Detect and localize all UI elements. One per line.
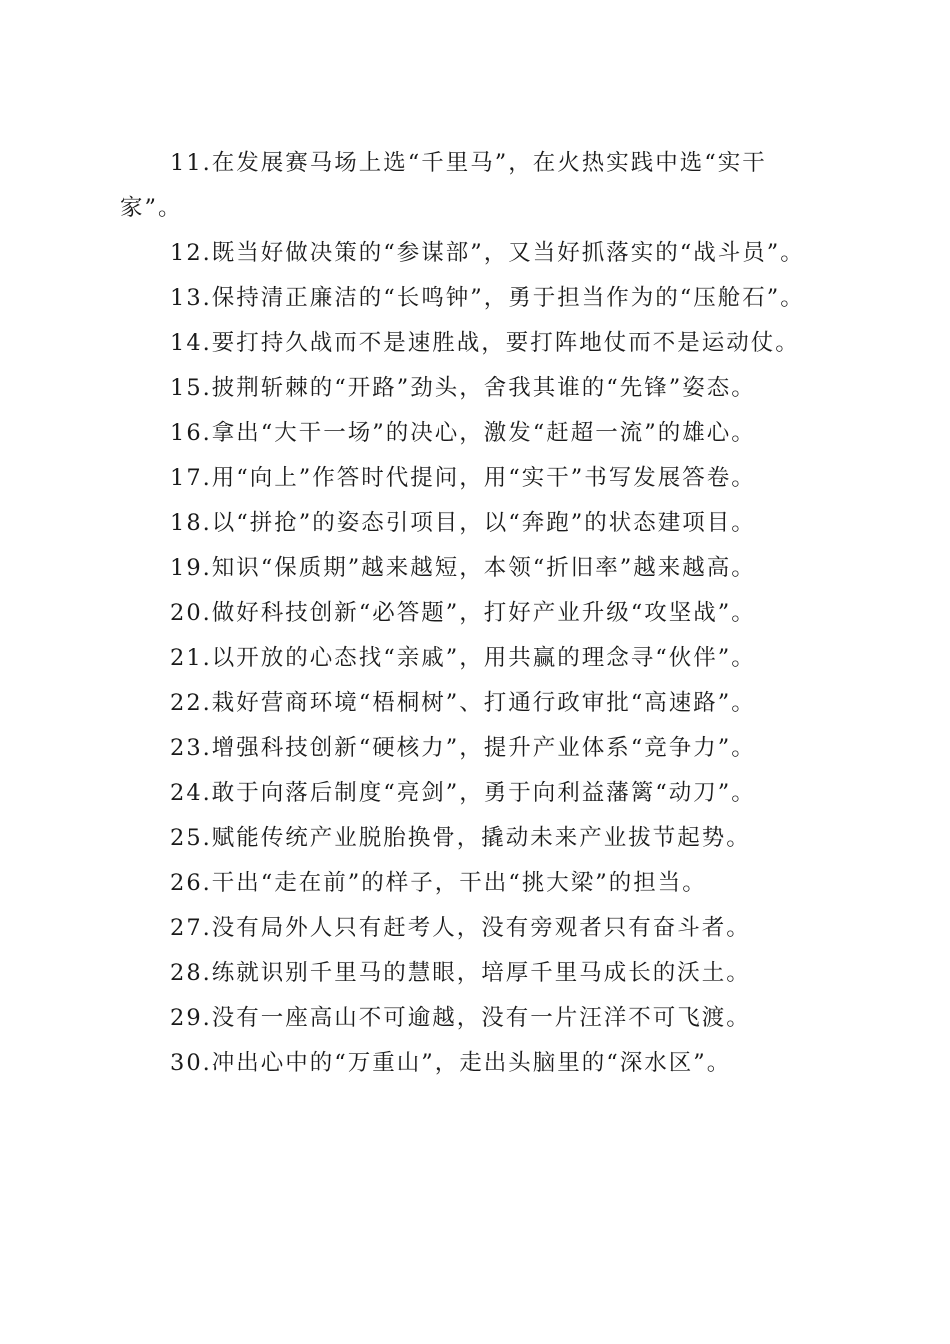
list-item: 22.栽好营商环境“梧桐树”、打通行政审批“高速路”。 [170,690,756,716]
list-item: 21.以开放的心态找“亲戚”，用共赢的理念寻“伙伴”。 [170,645,756,671]
list-item: 29.没有一座高山不可逾越，没有一片汪洋不可飞渡。 [170,1005,751,1031]
list-item: 30.冲出心中的“万重山”，走出头脑里的“深水区”。 [170,1050,732,1076]
list-item: 14.要打持久战而不是速胜战，要打阵地仗而不是运动仗。 [170,330,800,356]
list-item: 18.以“拼抢”的姿态引项目，以“奔跑”的状态建项目。 [170,510,756,536]
list-item: 25.赋能传统产业脱胎换骨，撬动未来产业拔节起势。 [170,825,751,851]
list-item: 27.没有局外人只有赶考人，没有旁观者只有奋斗者。 [170,915,751,941]
list-item: 12.既当好做决策的“参谋部”，又当好抓落实的“战斗员”。 [170,240,805,266]
list-item: 11.在发展赛马场上选“千里马”，在火热实践中选“实干家”。 [120,150,767,221]
list-item: 13.保持清正廉洁的“长鸣钟”，勇于担当作为的“压舱石”。 [170,285,805,311]
list-item: 20.做好科技创新“必答题”，打好产业升级“攻坚战”。 [170,600,756,626]
list-item: 17.用“向上”作答时代提问，用“实干”书写发展答卷。 [170,465,756,491]
list-item: 28.练就识别千里马的慧眼，培厚千里马成长的沃土。 [170,960,751,986]
document-body [120,141,824,1086]
list-item: 15.披荆斩棘的“开路”劲头，舍我其谁的“先锋”姿态。 [170,375,756,401]
list-item: 26.干出“走在前”的样子，干出“挑大梁”的担当。 [170,870,707,896]
list-item: 16.拿出“大干一场”的决心，激发“赶超一流”的雄心。 [170,420,756,446]
list-item: 19.知识“保质期”越来越短，本领“折旧率”越来越高。 [170,555,756,581]
list-item: 23.增强科技创新“硬核力”，提升产业体系“竞争力”。 [170,735,756,761]
list-item: 24.敢于向落后制度“亮剑”，勇于向利益藩篱“动刀”。 [170,780,756,806]
